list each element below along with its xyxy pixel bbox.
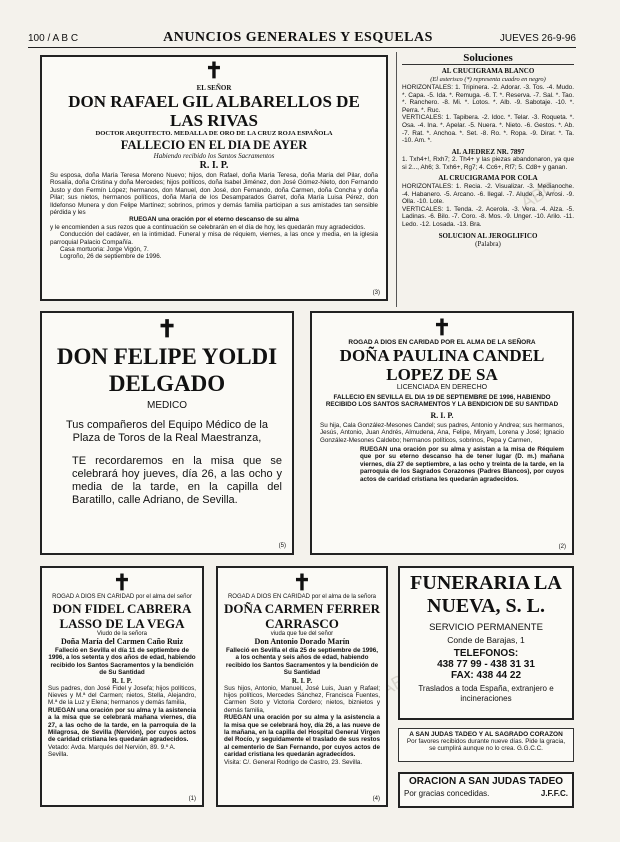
deceased-name: DOÑA CARMEN FERRER CARRASCO	[224, 601, 380, 631]
mass-info: RUEGAN una oración por su alma y la asistencia a la misa que se celebrará hoy, día 26, a las nueve de la mañana, en la capilla del Hospital General Virgen del Rocío, y seguidamente el traslado de sus restos al cementerio de San Fernando, por cuyos actos de caridad cristiana les quedarán agradecidos.	[224, 714, 380, 759]
service-label: SERVICIO PERMANENTE	[429, 622, 543, 633]
obituary-carmen-ferrer	[216, 566, 388, 807]
solution-text: HORIZONTALES: 1. Tripinera. -2. Adorar. -3. Tos. -4. Mudo. *. Capa. -5. Ida. *. Remuga. -6. T. *. Reserva. -7. Sal. *. Tao. *. Ranchero. -8. Mi. *. Lotos. *. Alb. -9. Sabotaje. -10. *. Perra. *. Ruc.	[402, 84, 574, 114]
death-notice: FALLECIO EN SEVILLA EL DIA 19 DE SEPTIEMBRE DE 1996, HABIENDO RECIBIDO LOS SANTOS SACRAMENTOS Y LA BENDICION DE SU SANTIDAD	[325, 394, 559, 409]
spouse-name: Don Antonio Dorado Marín	[254, 637, 350, 646]
funeral-info: Conducción del cadáver, en la intimidad. Funeral y misa de réquiem, viernes, a las once y media, en la iglesia parroquial Palacio Compañía.	[50, 231, 378, 246]
ad-code: (4)	[372, 796, 380, 802]
prayer-request: RUEGAN una oración por el eterno descanso de su alma	[129, 216, 299, 224]
obituary-felipe-yoldi	[40, 311, 294, 555]
family-text: Sus padres, don José Fidel y Josefa; hijos políticos, Nieves y M.ª del Carmen; nietos, Stella, Alejandro, M.ª de la Luz y Elena; hermanos y demás familia,	[48, 684, 196, 707]
family-text: Su hija, Cala González-Mesones Candel; sus padres, Antonio y Andrea; sus hermanos, Jesús, Antonio, Juan Andrés, Almudena, Ana, Felipe, Miryam, Lorena y José; Ignacio González-Mesones Caldebo; hermanos políticos, sobrinos, Pepa y Carmen,	[320, 421, 564, 444]
funeral-home-name: FUNERARIA LA NUEVA, S. L.	[410, 572, 562, 617]
ad-code: (5)	[278, 543, 286, 549]
prayer-footer	[404, 789, 568, 798]
cross-icon: ✝	[292, 570, 312, 595]
sacraments-line: Habiendo recibido los Santos Sacramentos	[153, 152, 275, 160]
rip: R. I. P.	[291, 676, 313, 685]
obituary-paulina-candel	[310, 311, 574, 555]
honorific: ROGAD A DIOS EN CARIDAD por el alma del señor	[52, 594, 192, 600]
issue-date: JUEVES 26-9-96	[499, 33, 576, 44]
message-text: Tus compañeros del Equipo Médico de la Plaza de Toros de la Real Maestranza,	[66, 419, 268, 444]
funeral-home-ad	[398, 566, 574, 720]
cross-icon: ✝	[112, 570, 132, 595]
mass-info: TE recordaremos en la misa que se celebrará hoy jueves, día 26, a las ocho y media de la tarde, en la capilla del Baratillo, calle Adriano, de Sevilla.	[72, 455, 282, 506]
cross-icon: ✝	[204, 58, 224, 83]
honorific: ROGAD A DIOS EN CARIDAD por el alma de la señora	[227, 594, 377, 600]
section-title: ANUNCIOS GENERALES Y ESQUELAS	[163, 30, 433, 45]
solution-text: HORIZONTALES: 1. Recia. -2. Visualizar. -3. Medianoche. -4. Habanero. -5. Arcano. -6. Ilegal. -7. Alude. -8. Arrosi. -9. Olla. -10. Lote.	[402, 182, 574, 206]
deceased-name: DON FELIPE YOLDI DELGADO	[56, 344, 278, 396]
ad-code: (2)	[558, 544, 566, 550]
solution-heading: AL CRUCIGRAMA BLANCO	[441, 67, 535, 75]
prayer-ad-1	[398, 728, 574, 762]
family-text-2: y le encomienden a sus rezos que a continuación se celebrarán en el día de hoy, les quedarán muy agradecidos.	[50, 223, 366, 231]
cross-icon: ✝	[432, 315, 452, 340]
fax-number: FAX: 438 44 22	[450, 670, 522, 681]
solution-text: VERTICALES: 1. Tenda. -2. Acerola. -3. Vera. -4. Alza. -5. Ladinas. -6. Bilo. -7. Coro. -8. Mos. -9. Unger. -10. Arilo. -11. Ledo. -12. Losada. -13. Bra.	[402, 205, 574, 228]
watermark-abc: ABC	[517, 177, 560, 213]
ad-code: (1)	[188, 796, 196, 802]
obituary-fidel-cabrera	[40, 566, 204, 807]
prayer-signature: J.F.F.C.	[540, 789, 568, 798]
honorific: EL SEÑOR	[196, 84, 232, 92]
death-notice: Falleció en Sevilla el día 11 de septiembre de 1996, a los setenta y dos años de edad, habiendo recibido los Santos Sacramentos y la bendición de Su Santidad	[48, 647, 196, 677]
prayer-text: Por gracias concedidas.	[404, 789, 490, 798]
death-notice: FALLECIO EN EL DIA DE AYER	[120, 138, 308, 152]
phones-label: TELEFONOS:	[453, 648, 519, 659]
solution-text: 1. Txh4+!, Rxh7; 2. Th4+ y las piezas abandonaron, ya que si 2..., Ah6; 3. Txh6+, Rg7; 4. Cc6+, Rf7; 5. Cd8+ y ganan.	[402, 156, 574, 171]
spouse-relation: viuda que fue del señor	[270, 631, 334, 637]
profession: DOCTOR ARQUITECTO. MEDALLA DE ORO DE LA CRUZ ROJA ESPAÑOLA	[95, 130, 333, 137]
profession: MEDICO	[147, 400, 187, 411]
cross-icon: ✝	[156, 317, 178, 343]
obituary-rafael-gil	[40, 55, 388, 301]
solutions-title: Soluciones	[402, 52, 574, 65]
rip: R. I. P.	[199, 160, 229, 171]
family-text: Sus hijos, Antonio, Manuel, José Luis, Juan y Rafael; hijos políticos, Mercedes Sánchez, Francisca Fuentes, Carmen Soto y Victoria Cordero; nietos, biznietos y demás familia,	[224, 684, 380, 714]
solution-heading: AL CRUCIGRAMA POR COLA	[438, 174, 538, 183]
prayer-ad-2	[398, 772, 574, 808]
spouse-name: Doña María del Carmen Caño Ruiz	[61, 637, 183, 646]
spouse-relation: Viudo de la señora	[97, 631, 147, 637]
prayer-title: A SAN JUDAS TADEO Y AL SAGRADO CORAZON	[409, 731, 563, 738]
mass-info: RUEGAN una oración por su alma y la asistencia a la misa que se celebrará mañana viernes, día 27, a las ocho de la tarde, en la parroquia de la Milagrosa, de Sevilla (Nervión), por cuyos actos de caridad cristiana les quedarán agradecidos.	[48, 706, 196, 744]
mortuary-house: Visita: C/. General Rodrigo de Castro, 23. Sevilla.	[224, 758, 363, 766]
profession: LICENCIADA EN DERECHO	[396, 384, 488, 391]
solution-heading: SOLUCION AL JEROGLIFICO	[438, 231, 538, 240]
prayer-text: Por favores recibidos durante nueve días. Pide la gracia, se cumplirá aunque no lo crea. G.G.C.C.	[406, 738, 566, 753]
page-number: 100 / A B C	[28, 33, 79, 44]
phone-numbers[interactable]: 438 77 99 - 438 31 31	[437, 659, 535, 670]
solution-heading: AL AJEDREZ NR. 7897	[451, 147, 525, 156]
rip: R. I. P.	[430, 410, 454, 420]
place-date: Logroño, 26 de septiembre de 1996.	[60, 253, 162, 261]
puzzle-solutions	[396, 52, 574, 307]
family-text: Su esposa, doña María Teresa Moreno Nuevo; hijos, don Rafael, doña María Teresa, doña María del Pilar, doña Rosalía, doña Cristina y doña Mercedes; hijos políticos, doña Isabel Jiménez, don José Gómez-Nieto, don Fernando Justo y don Fermín López; hermanos, don Manuel, don José, don Fernando, doña Carmen, doña Concha y doña Pilar; sus nietos, hermanos políticos, doña María de los Desamparados Garret, doña María Luisa Pérez, don Ildefonso Munera y don Felipe Martínez; sobrinos, primos y demás familia participan a sus amistades tan sensible pérdida y les	[50, 172, 378, 217]
deceased-name: DOÑA PAULINA CANDEL LOPEZ DE SA	[339, 346, 545, 384]
solution-note: (El asterisco (*) representa cuadro en negro)	[430, 75, 546, 83]
mortuary-house: Casa mortuoria: Jorge Vigón, 7.	[60, 246, 149, 254]
prayer-title: ORACION A SAN JUDAS TADEO	[408, 776, 564, 787]
ad-code: (3)	[372, 290, 380, 296]
mortuary-house: Vetado: Avda. Marqués del Nervión, 89. 9.º A. Sevilla.	[48, 743, 176, 759]
deceased-name: DON FIDEL CABRERA LASSO DE LA VEGA	[52, 601, 192, 631]
rip: R. I. P.	[111, 676, 133, 685]
address: Conde de Barajas, 1	[447, 635, 525, 645]
deceased-name: DON RAFAEL GIL ALBARELLOS DE LAS RIVAS	[68, 92, 360, 130]
solution-text: VERTICALES: 1. Tapibera. -2. Idoc. *. Telar. -3. Roqueta. *. Osa. -4. Ina. *. Apelar. -5. Nuera. *. Nieto. -6. Gestos. *. Ab. -7. Rat. *. Anchoa. *. Set. -8. Ro. *. Ropa. -9. Dirar. *. Ta. -10. Am. *.	[402, 114, 574, 145]
services-note: Traslados a toda España, extranjero e incineraciones	[418, 684, 554, 703]
mass-info: RUEGAN una oración por su alma y asistan a la misa de Réquiem que por su eterno descanso ha de tener lugar (D. m.) mañana viernes, día 27 de septiembre, a las ocho y treinta de la tarde, en la parroquia de los Sagrados Corazones (Padres Blancos), por cuyos actos de caridad cristiana les quedarán agradecidos.	[360, 446, 564, 483]
honorific: ROGAD A DIOS EN CARIDAD POR EL ALMA DE LA SEÑORA	[348, 339, 536, 346]
death-notice: Falleció en Sevilla el día 25 de septiembre de 1996, a los ochenta y seis años de edad, habiendo recibido los Santos Sacramentos y la bendición de Su Santidad	[225, 647, 379, 677]
solution-text: (Palabra)	[475, 240, 501, 248]
page-header	[28, 30, 576, 48]
